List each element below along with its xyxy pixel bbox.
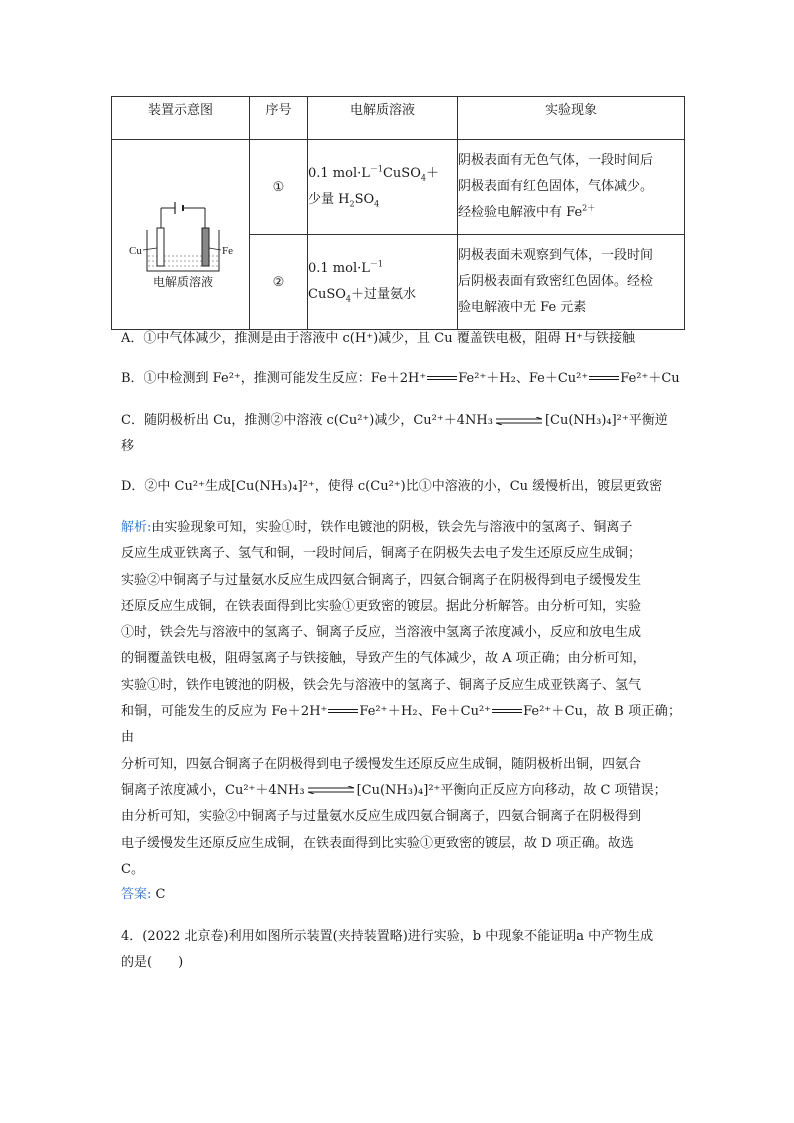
answer (121, 882, 165, 908)
fe-label: Fe (221, 244, 233, 257)
answer-value: C (155, 887, 166, 902)
row1-phen-line3: 经检验电解液中有 Fe (458, 205, 583, 220)
equals-sign-icon (589, 375, 619, 382)
row1-phen-line1: 阴极表面有无色气体，一段时间后 (458, 153, 654, 168)
row2-phen-line2: 后阴极表面有致密红色固体。经检 (458, 274, 654, 289)
equals-sign-icon (328, 708, 358, 715)
header-apparatus: 装置示意图 (112, 97, 250, 140)
row2-phen-line3: 验电解液中无 Fe 元素 (458, 300, 587, 315)
row2-sol-line2: CuSO (308, 287, 346, 302)
row2-phen-line1: 阴极表面未观察到气体，一段时间 (458, 248, 654, 263)
analysis: 解析:由实验现象可知，实验①时，铁作电镀池的阴极，铁会先与溶液中的氢离子、铜离子 反应生成亚铁离子、氢气和铜，一段时间后，铜离子在阴极失去电子发生还原反应生成铜； 实验②中铜离子与过量氨水反应生成四氨合铜离子，四氨合铜离子在阴极得到电子缓慢发生 还原反应生成铜，在铁表面得到比实验①更致密的镀层。据此分析解答。由分析可知，实验 ①时，铁会先与溶液中的氢离子、铜离子反应，当溶液中氢离子浓度减小，反应和放电生成 的铜覆盖铁电极，阻碍氢离子与铁接触，导致产生的气体减少，故 A 项正确；由分析可知， 实验①时，铁作电镀池的阴极，铁会先与溶液中的氢离子、铜离子反应生成亚铁离子、氢气 和铜，可能发生的反应为 Fe＋2H⁺ Fe²⁺＋H₂、Fe＋Cu²⁺ Fe²⁺＋Cu，故 B 项正确；由 分析可知，四氨合铜离子在阴极得到电子缓慢发生还原反应生成铜，随阴极析出铜，四氨合 铜离子浓度减小，Cu²⁺＋4NH₃ [Cu(NH₃)₄]²⁺平衡向正反应方向移动，故 C 项错误； 由分析可知，实验②中铜离子与过量氨水反应生成四氨合铜离子，四氨合铜离子在阴极得到 电子缓慢发生还原反应生成铜，在铁表面得到比实验①更致密的镀层，故 D 项正确。故选 C。 (121, 520, 681, 877)
row2-sol-line2b: ＋过量氨水 (350, 287, 416, 302)
row1-sol-line2: 少量 H (308, 192, 350, 207)
equals-sign-icon (492, 708, 522, 715)
experiment-table (111, 96, 685, 330)
electrolysis-apparatus-diagram (113, 158, 249, 308)
answer-label: 答案: (121, 887, 152, 902)
row2-electrolyte: 0.1 $mol\cdot L^{-1}$ CuSO$_4$＋过量氨水 (308, 235, 458, 330)
header-phenomenon: 实验现象 (458, 97, 685, 140)
row1-electrolyte: 0.1 $mol\cdot L^{-1}CuSO_4+$ 少量 $H_2SO_4$ (308, 140, 458, 235)
row1-phen-line2: 阴极表面有红色固体，气体减少。 (458, 179, 654, 194)
row1-index: ① (250, 140, 308, 235)
row2-index: ② (250, 235, 308, 330)
row2-phenomenon (458, 235, 685, 330)
question4-line2: 的是( ) (121, 955, 184, 970)
reversible-arrow-icon (307, 786, 355, 794)
row1-sol-line1: 0.1 mol·L (308, 166, 370, 181)
header-index: 序号 (250, 97, 308, 140)
cu-label: Cu (128, 244, 142, 257)
option-c: C．随阴极析出 Cu，推测②中溶液 c(Cu²⁺)减少，Cu²⁺＋4NH₃ [Cu(NH₃)₄]²⁺平衡逆 (121, 413, 668, 428)
row2-sol-line1: 0.1 mol·L (308, 261, 370, 276)
row1-phenomenon: 阴极表面有无色气体，一段时间后 阴极表面有红色固体，气体减少。 经检验电解液中有 $Fe^{2+}$ (458, 140, 685, 235)
reversible-arrow-icon (495, 417, 543, 425)
option-a: A．①中气体减少，推测是由于溶液中 c(H⁺)减少，且 Cu 覆盖铁电极，阻碍 H⁺与铁接触 (121, 331, 636, 346)
analysis-label: 解析: (121, 520, 152, 535)
cu-electrode-icon (157, 228, 164, 266)
equals-sign-icon (427, 375, 457, 382)
option-b: B．①中检测到 Fe²⁺，推测可能发生反应：Fe＋2H⁺ Fe²⁺＋H₂、Fe＋Cu²⁺ Fe²⁺＋Cu (121, 371, 680, 386)
option-d: D．②中 Cu²⁺生成[Cu(NH₃)₄]²⁺，使得 c(Cu²⁺)比①中溶液的小，Cu 缓慢析出，镀层更致密 (121, 479, 663, 494)
apparatus-cell (112, 140, 250, 330)
header-electrolyte: 电解质溶液 (308, 97, 458, 140)
question4-line1: 4．(2022 北京卷)利用如图所示装置(夹持装置略)进行实验，b 中现象不能证明a 中产物生成 (121, 929, 654, 944)
option-c-line2: 移 (121, 439, 135, 454)
fe-electrode-icon (202, 228, 209, 266)
diagram-caption: 电解质溶液 (152, 274, 213, 289)
